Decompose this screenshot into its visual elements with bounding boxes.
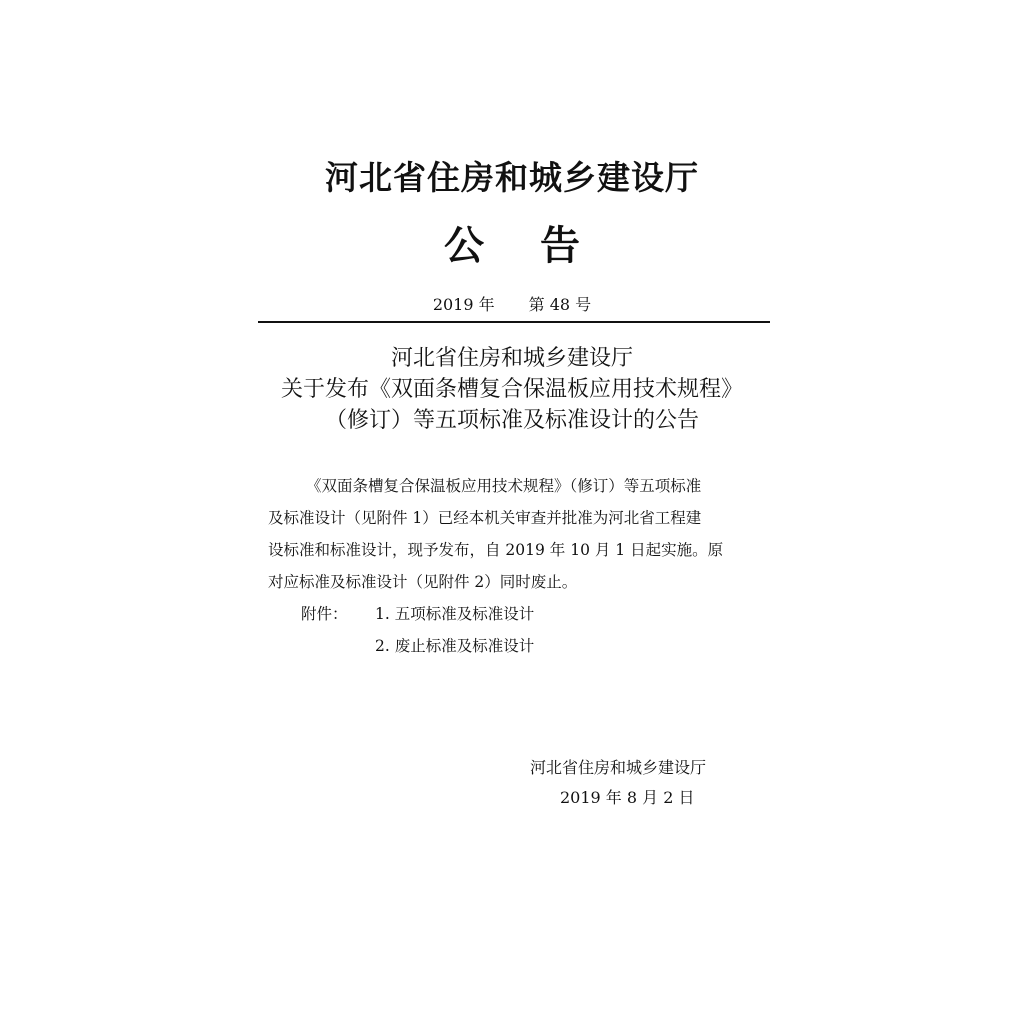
document-year: 2019 年	[432, 295, 495, 314]
signature-date: 2019 年 8 月 2 日	[560, 788, 695, 807]
signature-org: 河北省住房和城乡建设厅	[530, 758, 707, 777]
header-divider	[258, 321, 770, 323]
attachment-row	[268, 598, 758, 630]
attachment-label: 附件：	[301, 605, 348, 623]
notice-title	[0, 343, 1024, 436]
body-line: 设标准和标准设计，现予发布，自 2019 年 10 月 1 日起实施。原	[268, 541, 724, 559]
notice-body	[268, 470, 758, 662]
attachment-item: 1. 五项标准及标准设计	[375, 605, 535, 623]
title-line: （修订）等五项标准及标准设计的公告	[324, 408, 699, 433]
document-serial: 第 48 号	[528, 295, 592, 314]
document-type-char-2: 告	[540, 222, 580, 269]
title-line: 关于发布《双面条槽复合保温板应用技术规程》	[280, 377, 743, 402]
signature-block	[530, 753, 706, 813]
document-type-char-1: 公	[444, 222, 484, 269]
issuer-name: 河北省住房和城乡建设厅	[325, 158, 699, 197]
document-number	[0, 292, 1024, 315]
document-type	[0, 214, 1024, 271]
body-line: 《双面条槽复合保温板应用技术规程》（修订）等五项标准	[306, 477, 702, 495]
attachment-row	[268, 630, 758, 662]
body-line: 对应标准及标准设计（见附件 2）同时废止。	[268, 573, 578, 591]
body-line: 及标准设计（见附件 1）已经本机关审查并批准为河北省工程建	[268, 509, 702, 527]
title-line: 河北省住房和城乡建设厅	[390, 346, 633, 371]
attachment-item: 2. 废止标准及标准设计	[375, 637, 535, 655]
